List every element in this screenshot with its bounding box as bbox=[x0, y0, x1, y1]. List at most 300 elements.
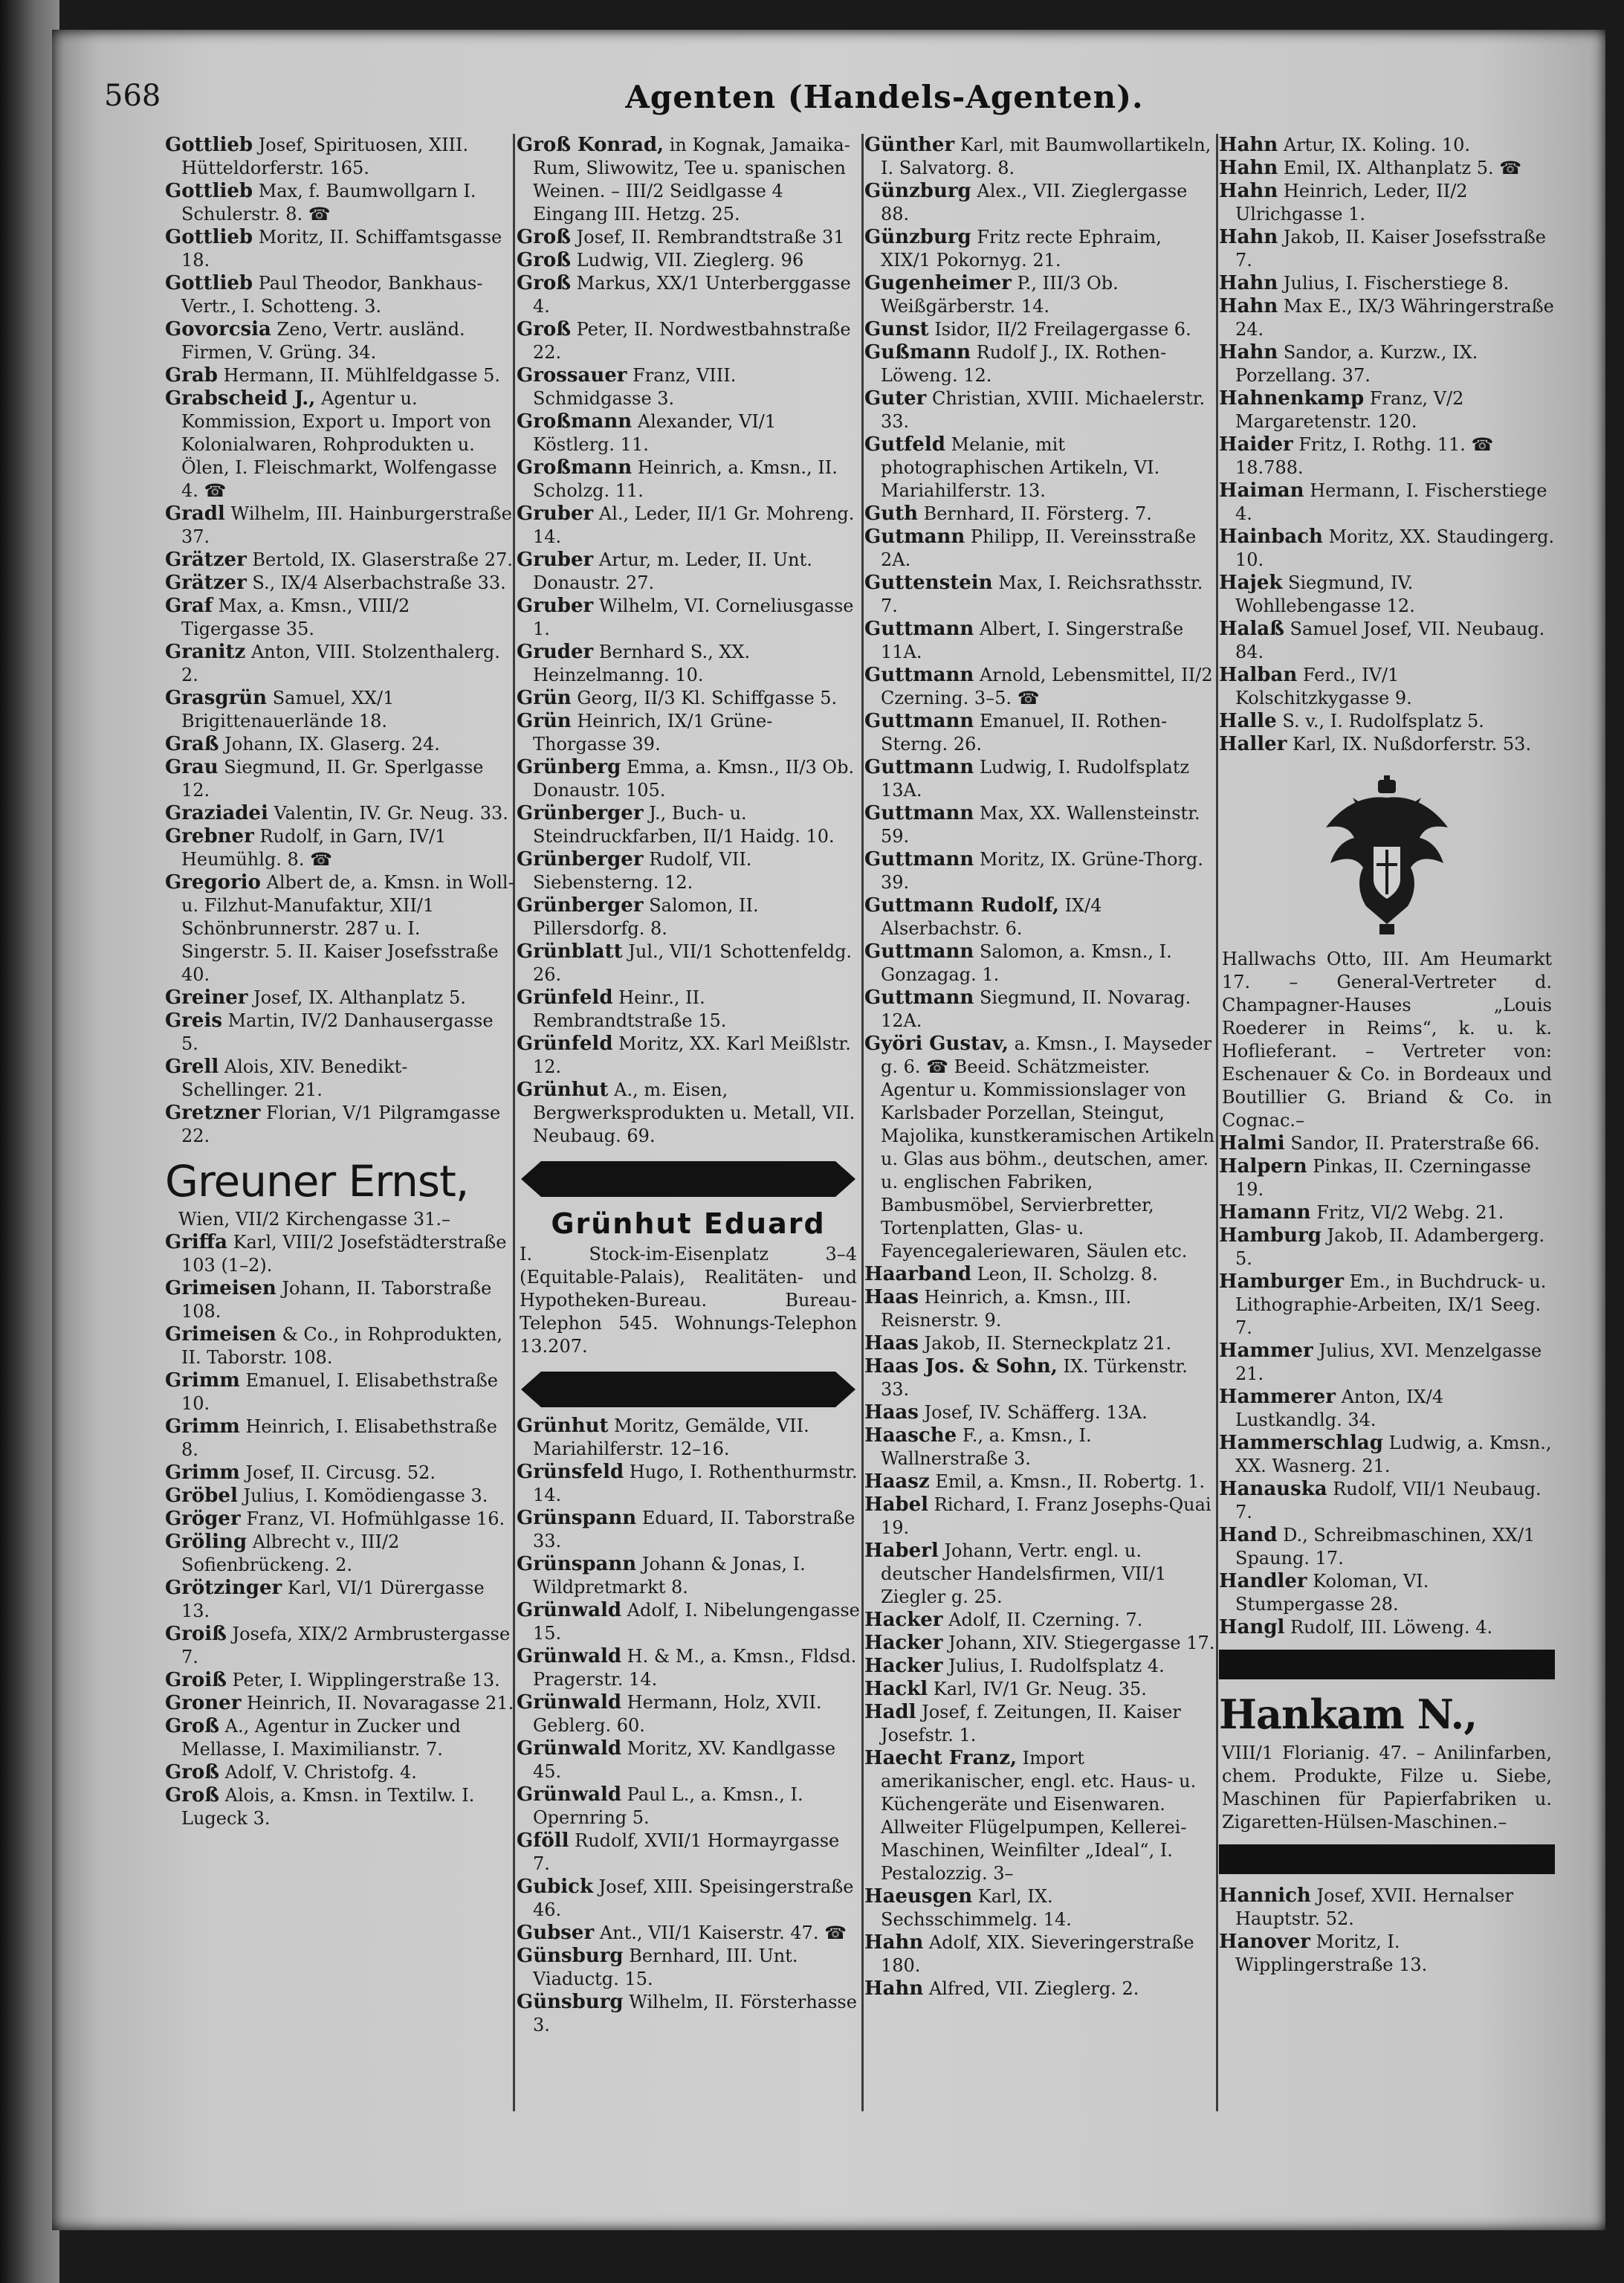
directory-entry bbox=[864, 1678, 1215, 1701]
entry-details: J., Buch- u. Steindruckfarben, II/1 Haidg. 10. bbox=[533, 803, 835, 847]
directory-entry bbox=[165, 1056, 514, 1102]
entry-details: Adolf, V. Christofg. 4. bbox=[224, 1762, 417, 1783]
entry-list-2a bbox=[517, 134, 860, 1148]
entry-details: IX. Türkenstr. 33. bbox=[881, 1356, 1188, 1400]
entry-name: Grab bbox=[165, 364, 218, 387]
entry-details: Julius, XVI. Menzelgasse 21. bbox=[1235, 1340, 1542, 1384]
directory-entry bbox=[864, 526, 1215, 572]
entry-details: Salomon, a. Kmsn., I. Gonzagag. 1. bbox=[881, 941, 1172, 985]
entry-details: Sandor, a. Kurzw., IX. Porzellang. 37. bbox=[1235, 342, 1478, 386]
directory-entry bbox=[165, 226, 514, 272]
entry-name: Grünwald bbox=[517, 1737, 621, 1760]
directory-entry bbox=[864, 710, 1215, 756]
entry-details: a. Kmsn., I. Mayseder g. 6. ☎ Beeid. Schätzmeister. Agentur u. Kommissionslager von Karlsbader Porzellan, Steingut, Majolika, kunstkeramischen Artikeln u. Glas aus böhm., deutschen, amer. u. englischen Fabriken, Bambusmöbel, Servierbretter, Tortenplatten, Glas- u. Fayencegaleriewaren, Säulen etc. bbox=[881, 1033, 1215, 1262]
directory-entry bbox=[864, 1632, 1215, 1655]
entry-details: Samuel Josef, VII. Neubaug. 84. bbox=[1235, 619, 1545, 662]
entry-details: Julius, I. Fischerstiege 8. bbox=[1283, 273, 1510, 294]
entry-details: Max E., IX/3 Währingerstraße 24. bbox=[1235, 296, 1554, 340]
entry-name: Haecht Franz, bbox=[864, 1747, 1018, 1769]
directory-entry bbox=[864, 1355, 1215, 1401]
entry-details: Hermann, II. Mühlfeldgasse 5. bbox=[223, 365, 500, 386]
entry-details: Markus, XX/1 Unterberggasse 4. bbox=[533, 273, 851, 317]
entry-details: Moritz, XX. Karl Meißlstr. 12. bbox=[533, 1033, 851, 1077]
entry-name: Guttmann bbox=[864, 986, 974, 1009]
entry-details: Hugo, I. Rothenthurmstr. 14. bbox=[533, 1462, 858, 1505]
entry-name: Hainbach bbox=[1219, 526, 1323, 548]
directory-entry bbox=[1219, 710, 1555, 733]
entry-details: Franz, V/2 Margaretenstr. 120. bbox=[1235, 388, 1464, 432]
entry-name: Grabscheid J., bbox=[165, 387, 316, 410]
entry-details: Isidor, II/2 Freilagergasse 6. bbox=[934, 319, 1191, 340]
entry-details: Karl, VI/1 Dürergasse 13. bbox=[181, 1578, 485, 1621]
entry-details: Moritz, XX. Staudingerg. 10. bbox=[1235, 526, 1555, 570]
entry-list-1b bbox=[165, 1231, 514, 1830]
entry-name: Günzburg bbox=[864, 226, 971, 248]
entry-details: Alex., VII. Zieglergasse 88. bbox=[881, 181, 1188, 225]
entry-details: Max, I. Reichsrathsstr. 7. bbox=[881, 572, 1203, 616]
entry-name: Griffa bbox=[165, 1231, 227, 1253]
entry-name: Graß bbox=[165, 733, 219, 755]
directory-entry bbox=[517, 1599, 860, 1645]
directory-entry bbox=[517, 1991, 860, 2037]
entry-name: Gutmann bbox=[864, 526, 965, 548]
entry-name: Gföll bbox=[517, 1830, 569, 1852]
entry-details: Sandor, II. Praterstraße 66. bbox=[1290, 1133, 1540, 1154]
ad-gruenhut-title: Grünhut Eduard bbox=[551, 1207, 826, 1240]
directory-entry bbox=[1219, 1616, 1555, 1639]
entry-details: Emanuel, I. Elisabethstraße 10. bbox=[181, 1370, 498, 1414]
directory-entry bbox=[1219, 1885, 1555, 1931]
entry-name: Gutfeld bbox=[864, 433, 945, 456]
entry-list-4b bbox=[1219, 1132, 1555, 1639]
entry-details: Anton, IX/4 Lustkandlg. 34. bbox=[1235, 1386, 1444, 1430]
directory-entry bbox=[165, 387, 514, 503]
directory-entry bbox=[864, 894, 1215, 940]
entry-name: Hamann bbox=[1219, 1201, 1311, 1224]
directory-entry bbox=[517, 134, 860, 226]
entry-details: Bernhard, II. Försterg. 7. bbox=[923, 503, 1152, 524]
entry-details: Moritz, I. Wipplingerstraße 13. bbox=[1235, 1931, 1428, 1975]
directory-entry bbox=[1219, 1224, 1555, 1270]
directory-entry bbox=[517, 503, 860, 549]
entry-details: Fritz recte Ephraim, XIX/1 Pokornyg. 21. bbox=[881, 227, 1162, 271]
directory-entry bbox=[517, 1507, 860, 1553]
entry-name: Gröger bbox=[165, 1508, 241, 1530]
entry-name: Haasz bbox=[864, 1470, 930, 1493]
directory-entry bbox=[517, 1079, 860, 1148]
entry-details: Martin, IV/2 Danhausergasse 5. bbox=[181, 1010, 494, 1054]
entry-name: Guttmann bbox=[864, 618, 974, 640]
entry-name: Haider bbox=[1219, 433, 1293, 456]
directory-entry bbox=[1219, 733, 1555, 756]
entry-details: P., III/3 Ob. Weißgärberstr. 14. bbox=[881, 273, 1119, 317]
directory-entry bbox=[1219, 1524, 1555, 1570]
column-2 bbox=[517, 134, 860, 2111]
entry-details: Melanie, mit photographischen Artikeln, VI. Mariahilferstr. 13. bbox=[881, 434, 1160, 501]
entry-name: Gregorio bbox=[165, 871, 261, 894]
directory-entry bbox=[517, 456, 860, 503]
entry-details: Jul., VII/1 Schottenfeldg. 26. bbox=[533, 941, 853, 985]
entry-name: Hacker bbox=[864, 1632, 943, 1654]
directory-entry bbox=[864, 134, 1215, 180]
entry-details: Heinrich, a. Kmsn., III. Reisnerstr. 9. bbox=[881, 1287, 1132, 1331]
entry-name: Halaß bbox=[1219, 618, 1284, 640]
entry-name: Haberl bbox=[864, 1540, 939, 1562]
directory-entry bbox=[864, 756, 1215, 802]
entry-details: Artur, IX. Koling. 10. bbox=[1283, 135, 1471, 155]
entry-name: Grünspann bbox=[517, 1507, 637, 1529]
directory-entry bbox=[517, 1737, 860, 1783]
directory-entry bbox=[864, 802, 1215, 848]
entry-name: Groß bbox=[517, 318, 571, 340]
directory-entry bbox=[864, 318, 1215, 341]
entry-details: Siegmund, II. Novarag. 12A. bbox=[881, 987, 1191, 1031]
entry-details: Salomon, II. Pillersdorfg. 8. bbox=[533, 895, 759, 939]
entry-name: Grebner bbox=[165, 825, 254, 847]
entry-name: Grätzer bbox=[165, 572, 247, 594]
directory-entry bbox=[864, 1470, 1215, 1494]
entry-name: Hahn bbox=[1219, 226, 1278, 248]
directory-entry bbox=[864, 1332, 1215, 1355]
entry-name: Halle bbox=[1219, 710, 1277, 732]
entry-name: Groiß bbox=[165, 1623, 227, 1645]
entry-name: Grünblatt bbox=[517, 940, 623, 963]
entry-name: Grünwald bbox=[517, 1691, 621, 1714]
entry-name: Großmann bbox=[517, 410, 633, 433]
directory-entry bbox=[165, 180, 514, 226]
entry-details: Heinrich, II. Novaragasse 21. bbox=[247, 1693, 514, 1714]
directory-entry bbox=[165, 687, 514, 733]
entry-details: Josef, f. Zeitungen, II. Kaiser Josefstr. 1. bbox=[881, 1702, 1181, 1746]
directory-entry bbox=[165, 871, 514, 986]
entry-details: Franz, VIII. Schmidgasse 3. bbox=[533, 365, 737, 409]
directory-entry bbox=[864, 618, 1215, 664]
entry-details: Emil, a. Kmsn., II. Robertg. 1. bbox=[935, 1471, 1206, 1492]
directory-entry bbox=[517, 226, 860, 249]
entry-name: Govorcsia bbox=[165, 318, 271, 340]
entry-name: Hannich bbox=[1219, 1885, 1311, 1907]
entry-details: Karl, mit Baumwollartikeln, I. Salvatorg. 8. bbox=[881, 135, 1211, 178]
directory-entry bbox=[864, 1263, 1215, 1286]
entry-details: Fritz, I. Rothg. 11. ☎ 18.788. bbox=[1235, 434, 1494, 478]
entry-details: Wilhelm, VI. Corneliusgasse 1. bbox=[533, 595, 854, 639]
directory-entry bbox=[165, 1669, 514, 1692]
entry-name: Halmi bbox=[1219, 1132, 1285, 1155]
entry-name: Groß bbox=[517, 272, 571, 294]
directory-entry bbox=[165, 1485, 514, 1508]
directory-entry bbox=[1219, 1270, 1555, 1340]
entry-name: Günther bbox=[864, 134, 955, 156]
entry-name: Hanover bbox=[1219, 1931, 1311, 1953]
entry-details: Moritz, XV. Kandlgasse 45. bbox=[533, 1738, 836, 1782]
entry-name: Györi Gustav, bbox=[864, 1033, 1009, 1055]
entry-details: Wilhelm, III. Hainburgerstraße 37. bbox=[181, 503, 512, 547]
entry-list-2b bbox=[517, 1415, 860, 2037]
column-1 bbox=[165, 134, 514, 2111]
entry-name: Groner bbox=[165, 1692, 242, 1714]
entry-name: Guttmann bbox=[864, 710, 974, 732]
entry-name: Grünsfeld bbox=[517, 1461, 624, 1483]
entry-name: Günzburg bbox=[864, 180, 971, 202]
entry-name: Grünberger bbox=[517, 802, 644, 824]
directory-entry bbox=[864, 1977, 1215, 2001]
entry-details: Al., Leder, II/1 Gr. Mohreng. 14. bbox=[533, 503, 855, 547]
directory-entry bbox=[517, 756, 860, 802]
directory-entry bbox=[517, 249, 860, 272]
entry-name: Gruber bbox=[517, 549, 594, 571]
directory-entry bbox=[1219, 226, 1555, 272]
entry-name: Groß bbox=[517, 249, 571, 271]
directory-entry bbox=[517, 1830, 860, 1876]
entry-name: Grünwald bbox=[517, 1599, 621, 1621]
entry-details: Ludwig, VII. Zieglerg. 96 bbox=[576, 250, 804, 271]
ad-bar-top bbox=[1219, 1650, 1555, 1679]
entry-details: in Kognak, Jamaika-Rum, Sliwowitz, Tee u. spanischen Weinen. – III/2 Seidlgasse 4 Eingang III. Hetzg. 25. bbox=[533, 135, 850, 225]
entry-name: Guttmann bbox=[864, 756, 974, 778]
entry-details: Josef, IX. Althanplatz 5. bbox=[253, 987, 466, 1008]
entry-details: Bernhard, III. Unt. Viaductg. 15. bbox=[533, 1945, 798, 1989]
entry-details: Johann, II. Taborstraße 108. bbox=[181, 1278, 492, 1322]
directory-entry bbox=[165, 1692, 514, 1715]
directory-entry bbox=[864, 1286, 1215, 1332]
directory-entry bbox=[1219, 1432, 1555, 1478]
entry-name: Grün bbox=[517, 710, 572, 732]
directory-entry bbox=[165, 1761, 514, 1784]
directory-entry bbox=[1219, 1132, 1555, 1155]
entry-name: Graf bbox=[165, 595, 213, 617]
directory-entry bbox=[517, 1033, 860, 1079]
directory-entry bbox=[165, 1231, 514, 1277]
entry-details: Alexander, VI/1 Köstlerg. 11. bbox=[533, 411, 777, 455]
ad-bar-bottom bbox=[1219, 1844, 1555, 1874]
directory-entry bbox=[165, 756, 514, 802]
entry-name: Hadl bbox=[864, 1701, 916, 1723]
directory-entry bbox=[165, 272, 514, 318]
directory-entry bbox=[517, 549, 860, 595]
entry-name: Groß bbox=[165, 1715, 219, 1737]
entry-name: Greis bbox=[165, 1010, 222, 1032]
directory-entry bbox=[165, 1323, 514, 1369]
entry-name: Gruber bbox=[517, 503, 594, 525]
directory-entry bbox=[1219, 341, 1555, 387]
entry-name: Gröling bbox=[165, 1531, 248, 1553]
entry-name: Grimeisen bbox=[165, 1277, 276, 1299]
entry-details: Heinrich, I. Elisabethstraße 8. bbox=[181, 1416, 497, 1460]
entry-details: Ferd., IV/1 Kolschitzkygasse 9. bbox=[1235, 665, 1412, 708]
entry-details: Zeno, Vertr. ausländ. Firmen, V. Grüng. 34. bbox=[181, 319, 465, 363]
directory-entry bbox=[1219, 433, 1555, 479]
entry-details: Heinrich, IX/1 Grüne-Thorgasse 39. bbox=[533, 711, 773, 755]
entry-details: Moritz, Gemälde, VII. Mariahilferstr. 12–16. bbox=[533, 1415, 809, 1459]
entry-name: Groß bbox=[517, 226, 571, 248]
entry-name: Hacker bbox=[864, 1655, 943, 1677]
entry-name: Grünfeld bbox=[517, 986, 613, 1009]
entry-details: IX/4 Alserbachstr. 6. bbox=[881, 895, 1102, 939]
directory-entry bbox=[864, 848, 1215, 894]
entry-details: & Co., in Rohprodukten, II. Taborstr. 108. bbox=[181, 1324, 503, 1368]
double-eagle-crest-icon bbox=[1320, 775, 1454, 939]
directory-entry bbox=[1219, 134, 1555, 157]
directory-entry bbox=[864, 1609, 1215, 1632]
entry-details: S., IX/4 Alserbachstraße 33. bbox=[252, 572, 506, 593]
entry-details: Bernhard S., XX. Heinzelmanng. 10. bbox=[533, 642, 751, 685]
directory-entry bbox=[517, 1645, 860, 1691]
entry-details: Rudolf, in Garn, IV/1 Heumühlg. 8. ☎ bbox=[181, 826, 447, 870]
entry-details: Karl, IX. Nußdorferstr. 53. bbox=[1293, 734, 1532, 755]
directory-entry bbox=[864, 387, 1215, 433]
entry-details: Anton, VIII. Stolzenthalerg. 2. bbox=[181, 642, 500, 685]
entry-details: Jakob, II. Adambergerg. 5. bbox=[1235, 1225, 1545, 1269]
entry-name: Haas bbox=[864, 1332, 919, 1354]
entry-name: Handler bbox=[1219, 1570, 1307, 1592]
ad-hallwachs: Hallwachs Otto, III. Am Heumarkt 17. – General-Vertreter d. Champagner-Hauses „Louis Roederer in Reims“, k. u. k. Hoflieferant. – Vertreter von: Eschenauer & Co. in Bordeaux und Boutillier G. Briand & Co. in Cognac.– bbox=[1222, 949, 1552, 1131]
entry-details: Christian, XVIII. Michaelerstr. 33. bbox=[881, 388, 1206, 432]
ad-gruenhut-body: I. Stock-im-Eisenplatz 3–4 (Equitable-Palais), Realitäten- und Hypotheken-Bureau. Bureau-Telephon 545. Wohnungs-Telephon 13.207. bbox=[520, 1244, 857, 1357]
directory-entry bbox=[165, 572, 514, 595]
directory-entry bbox=[517, 1783, 860, 1830]
entry-name: Grau bbox=[165, 756, 219, 778]
directory-entry bbox=[864, 572, 1215, 618]
entry-details: Siegmund, II. Gr. Sperlgasse 12. bbox=[181, 757, 484, 801]
entry-details: Heinrich, a. Kmsn., II. Scholzg. 11. bbox=[533, 457, 838, 501]
entry-details: Moritz, II. Schiffamtsgasse 18. bbox=[181, 227, 502, 271]
entry-details: Josef, XIII. Speisingerstraße 46. bbox=[533, 1876, 854, 1920]
directory-entry bbox=[165, 1369, 514, 1415]
directory-entry bbox=[864, 1701, 1215, 1747]
entry-name: Gugenheimer bbox=[864, 272, 1012, 294]
ad-hankam-body: VIII/1 Florianig. 47. – Anilinfarben, chem. Produkte, Filze u. Siebe, Maschinen für Papierfabriken u. Zigaretten-Hülsen-Maschinen.– bbox=[1222, 1743, 1552, 1832]
directory-entry bbox=[517, 272, 860, 318]
entry-details: Adolf, I. Nibelungengasse 15. bbox=[533, 1600, 860, 1644]
directory-entry bbox=[864, 180, 1215, 226]
entry-name: Guth bbox=[864, 503, 919, 525]
entry-details: Josef, II. Rembrandtstraße 31 bbox=[576, 227, 845, 248]
entry-details: Josef, II. Circusg. 52. bbox=[245, 1462, 436, 1483]
entry-name: Guttmann Rudolf, bbox=[864, 894, 1059, 917]
entry-details: Karl, VIII/2 Josefstädterstraße 103 (1–2). bbox=[181, 1232, 507, 1276]
entry-details: Bertold, IX. Glaserstraße 27. bbox=[252, 549, 513, 570]
entry-name: Halban bbox=[1219, 664, 1298, 686]
entry-details: Georg, II/3 Kl. Schiffgasse 5. bbox=[577, 688, 838, 708]
entry-name: Hamburg bbox=[1219, 1224, 1321, 1247]
directory-entry bbox=[165, 595, 514, 641]
directory-entry bbox=[1219, 295, 1555, 341]
entry-name: Gottlieb bbox=[165, 134, 253, 156]
entry-name: Gretzner bbox=[165, 1102, 261, 1124]
directory-entry bbox=[517, 595, 860, 641]
entry-name: Haller bbox=[1219, 733, 1287, 755]
entry-name: Grimm bbox=[165, 1369, 240, 1392]
directory-entry bbox=[864, 1747, 1215, 1885]
directory-entry bbox=[165, 1462, 514, 1485]
directory-entry bbox=[864, 1494, 1215, 1540]
entry-name: Hammerer bbox=[1219, 1386, 1336, 1408]
directory-entry bbox=[517, 940, 860, 986]
entry-details: F., a. Kmsn., I. Wallnerstraße 3. bbox=[881, 1425, 1092, 1469]
entry-name: Gruder bbox=[517, 641, 594, 663]
directory-entry bbox=[864, 272, 1215, 318]
entry-details: Peter, II. Nordwestbahnstraße 22. bbox=[533, 319, 851, 363]
directory-entry bbox=[165, 364, 514, 387]
directory-entry bbox=[165, 1715, 514, 1761]
ad-greuner-address: Wien, VII/2 Kirchengasse 31.– bbox=[178, 1209, 451, 1230]
entry-details: Julius, I. Rudolfsplatz 4. bbox=[948, 1656, 1165, 1676]
entry-list-3 bbox=[864, 134, 1215, 2001]
directory-entry bbox=[864, 940, 1215, 986]
entry-name: Guttmann bbox=[864, 664, 974, 686]
entry-name: Graziadei bbox=[165, 802, 268, 824]
directory-entry bbox=[1219, 664, 1555, 710]
entry-details: Max, a. Kmsn., VIII/2 Tigergasse 35. bbox=[181, 595, 410, 639]
directory-entry bbox=[864, 1655, 1215, 1678]
entry-name: Grünwald bbox=[517, 1645, 621, 1667]
directory-entry bbox=[864, 1885, 1215, 1931]
entry-details: Heinr., II. Rembrandtstraße 15. bbox=[533, 987, 727, 1031]
entry-name: Haarband bbox=[864, 1263, 972, 1285]
entry-name: Guter bbox=[864, 387, 927, 410]
entry-name: Hahn bbox=[1219, 157, 1278, 179]
entry-name: Haas bbox=[864, 1286, 919, 1308]
entry-details: Ludwig, a. Kmsn., XX. Wasnerg. 21. bbox=[1235, 1433, 1552, 1476]
directory-entry bbox=[165, 825, 514, 871]
entry-name: Grünhut bbox=[517, 1415, 609, 1437]
entry-name: Grünspann bbox=[517, 1553, 637, 1575]
column-divider bbox=[1216, 134, 1218, 2111]
entry-details: Josef, Spirituosen, XIII. Hütteldorferstr. 165. bbox=[181, 135, 469, 178]
entry-name: Hahn bbox=[1219, 180, 1278, 202]
directory-entry bbox=[165, 134, 514, 180]
entry-details: Fritz, VI/2 Webg. 21. bbox=[1316, 1202, 1504, 1223]
entry-details: D., Schreibmaschinen, XX/1 Spaung. 17. bbox=[1235, 1525, 1536, 1569]
entry-name: Haas bbox=[864, 1401, 919, 1424]
entry-details: Johann & Jonas, I. Wildpretmarkt 8. bbox=[533, 1554, 806, 1598]
entry-name: Gunst bbox=[864, 318, 929, 340]
directory-entry bbox=[517, 1691, 860, 1737]
entry-name: Hangl bbox=[1219, 1616, 1285, 1638]
entry-name: Hammerschlag bbox=[1219, 1432, 1383, 1454]
entry-name: Hanauska bbox=[1219, 1478, 1327, 1500]
directory-entry bbox=[165, 1577, 514, 1623]
directory-entry bbox=[1219, 1570, 1555, 1616]
entry-details: Johann, XIV. Stiegergasse 17. bbox=[948, 1633, 1215, 1653]
directory-entry bbox=[1219, 1340, 1555, 1386]
entry-name: Guttmann bbox=[864, 848, 974, 871]
entry-name: Greiner bbox=[165, 986, 248, 1009]
entry-name: Günsburg bbox=[517, 1991, 624, 2013]
entry-name: Grün bbox=[517, 687, 572, 709]
column-divider bbox=[861, 134, 864, 2111]
entry-name: Hahn bbox=[864, 1931, 924, 1954]
directory-entry bbox=[864, 1931, 1215, 1977]
directory-entry bbox=[165, 318, 514, 364]
directory-entry bbox=[517, 641, 860, 687]
directory-entry bbox=[864, 986, 1215, 1033]
entry-details: Alois, a. Kmsn. in Textilw. I. Lugeck 3. bbox=[181, 1785, 475, 1829]
directory-entry bbox=[864, 1033, 1215, 1263]
entry-details: Julius, I. Komödiengasse 3. bbox=[243, 1485, 488, 1506]
directory-entry bbox=[517, 1461, 860, 1507]
entry-details: S. v., I. Rudolfsplatz 5. bbox=[1282, 711, 1484, 732]
ad-banner-top bbox=[521, 1161, 855, 1197]
entry-name: Hacker bbox=[864, 1609, 943, 1631]
directory-entry bbox=[165, 1784, 514, 1830]
entry-details: Karl, IV/1 Gr. Neug. 35. bbox=[933, 1679, 1147, 1699]
entry-details: Florian, V/1 Pilgramgasse 22. bbox=[181, 1102, 501, 1146]
entry-details: Arnold, Lebensmittel, II/2 Czerning. 3–5. ☎ bbox=[881, 665, 1213, 708]
entry-details: A., m. Eisen, Bergwerksprodukten u. Metall, VII. Neubaug. 69. bbox=[533, 1079, 855, 1146]
directory-entry bbox=[517, 1922, 860, 1945]
entry-details: Valentin, IV. Gr. Neug. 33. bbox=[274, 803, 508, 824]
